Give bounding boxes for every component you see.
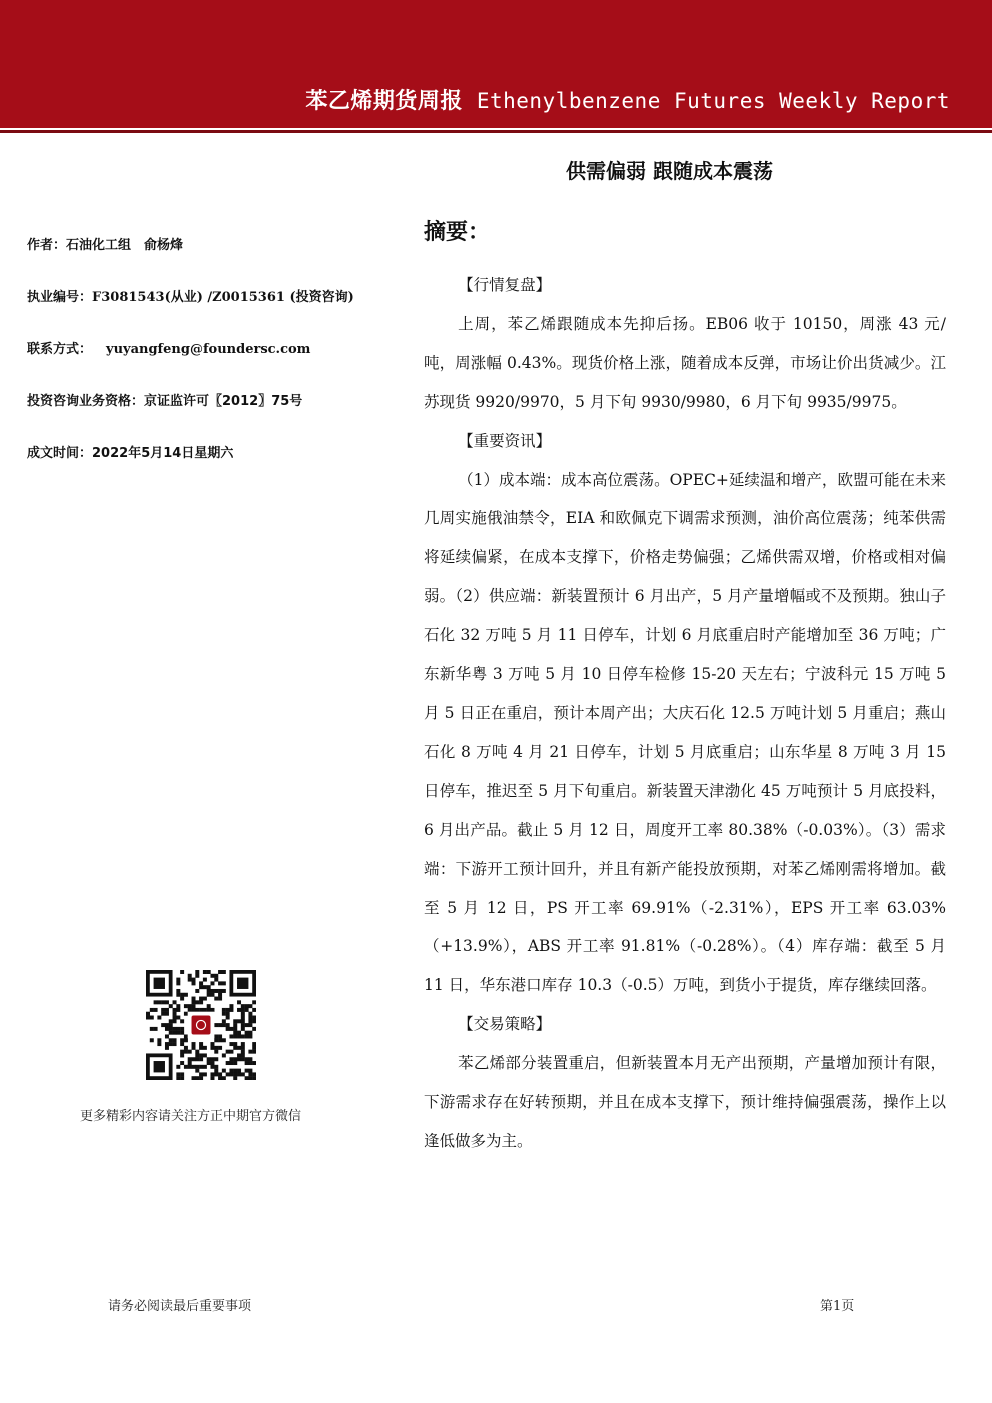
qr-code-icon (146, 970, 256, 1080)
author-value: 石油化工组 俞杨烽 (66, 238, 184, 253)
section-body-market-review: 上周，苯乙烯跟随成本先抑后扬。EB06 收于 10150，周涨 43 元/吨，周涨幅 0.43%。现货价格上涨，随着成本反弹，市场让价出货减少。江苏现货 9920/9970，5 月下旬 9930/9980，6 月下旬 9935/9975。 (424, 314, 946, 411)
footer-notice: 请务必阅读最后重要事项 (108, 1299, 252, 1314)
date-line (27, 442, 233, 461)
qualification-line (27, 390, 302, 409)
license-line (27, 286, 354, 305)
contact-email[interactable]: yuyangfeng@foundersc.com (106, 342, 311, 357)
header-title-cn: 苯乙烯期货周报 (305, 89, 463, 114)
date-value: 2022年5月14日星期六 (92, 446, 234, 461)
author-label: 作者： (27, 238, 67, 253)
contact-label: 联系方式： (27, 342, 93, 357)
qualification-value: 京证监许可〖2012〗75号 (144, 394, 303, 409)
section-body-key-news: （1）成本端：成本高位震荡。OPEC+延续温和增产，欧盟可能在未来几周实施俄油禁令，EIA 和欧佩克下调需求预测，油价高位震荡；纯苯供需将延续偏紧，在成本支撑下，价格走势偏强；乙烯供需双增，价格或相对偏弱。（2）供应端：新装置预计 6 月出产，5 月产量增幅或不及预期。独山子石化 32 万吨 5 月 11 日停车，计划 6 月底重启时产能增加至 36 万吨；广东新华粤 3 万吨 5 月 10 日停车检修 15-20 天左右；宁波科元 15 万吨 5 月 5 日正在重启，预计本周产出；大庆石化 12.5 万吨计划 5 月重启；燕山石化 8 万吨 4 月 21 日停车，计划 5 月底重启；山东华星 8 万吨 3 月 15 日停车，推迟至 5 月下旬重启。新装置天津渤化 45 万吨预计 5 月底投料，6 月出产品。截止 5 月 12 日，周度开工率 80.38%（-0.03%）。（3）需求端：下游开工预计回升，并且有新产能投放预期，对苯乙烯刚需将增加。截至 5 月 12 日，PS 开工率 69.91%（-2.31%），EPS 开工率 63.03%（+13.9%），ABS 开工率 91.81%（-0.28%）。（4）库存端：截至 5 月 11 日，华东港口库存 10.3（-0.5）万吨，到货小于提货，库存继续回落。 (424, 470, 946, 995)
report-header-title (305, 84, 950, 115)
contact-line (27, 338, 310, 357)
qr-code-graphic (146, 970, 256, 1080)
summary-content (424, 266, 946, 1161)
date-label: 成文时间： (27, 446, 93, 461)
license-label: 执业编号： (27, 290, 93, 305)
license-value: F3081543(从业) /Z0015361 (投资咨询) (92, 290, 354, 305)
qr-caption: 更多精彩内容请关注方正中期官方微信 (80, 1109, 302, 1124)
header-divider (0, 130, 992, 133)
page-title: 供需偏弱 跟随成本震荡 (566, 159, 773, 183)
summary-heading: 摘要： (424, 220, 491, 245)
qualification-label: 投资咨询业务资格： (27, 394, 145, 409)
section-title-trading-strategy: 【交易策略】 (458, 1015, 552, 1034)
section-body-trading-strategy: 苯乙烯部分装置重启，但新装置本月无产出预期，产量增加预计有限，下游需求存在好转预期，并且在成本支撑下，预计维持偏强震荡，操作上以逢低做多为主。 (424, 1054, 946, 1150)
section-title-market-review: 【行情复盘】 (458, 276, 552, 294)
page-number: 第1页 (820, 1299, 855, 1314)
section-title-key-news: 【重要资讯】 (458, 431, 552, 450)
header-title-en: Ethenylbenzene Futures Weekly Report (476, 89, 950, 113)
author-line (27, 234, 183, 253)
